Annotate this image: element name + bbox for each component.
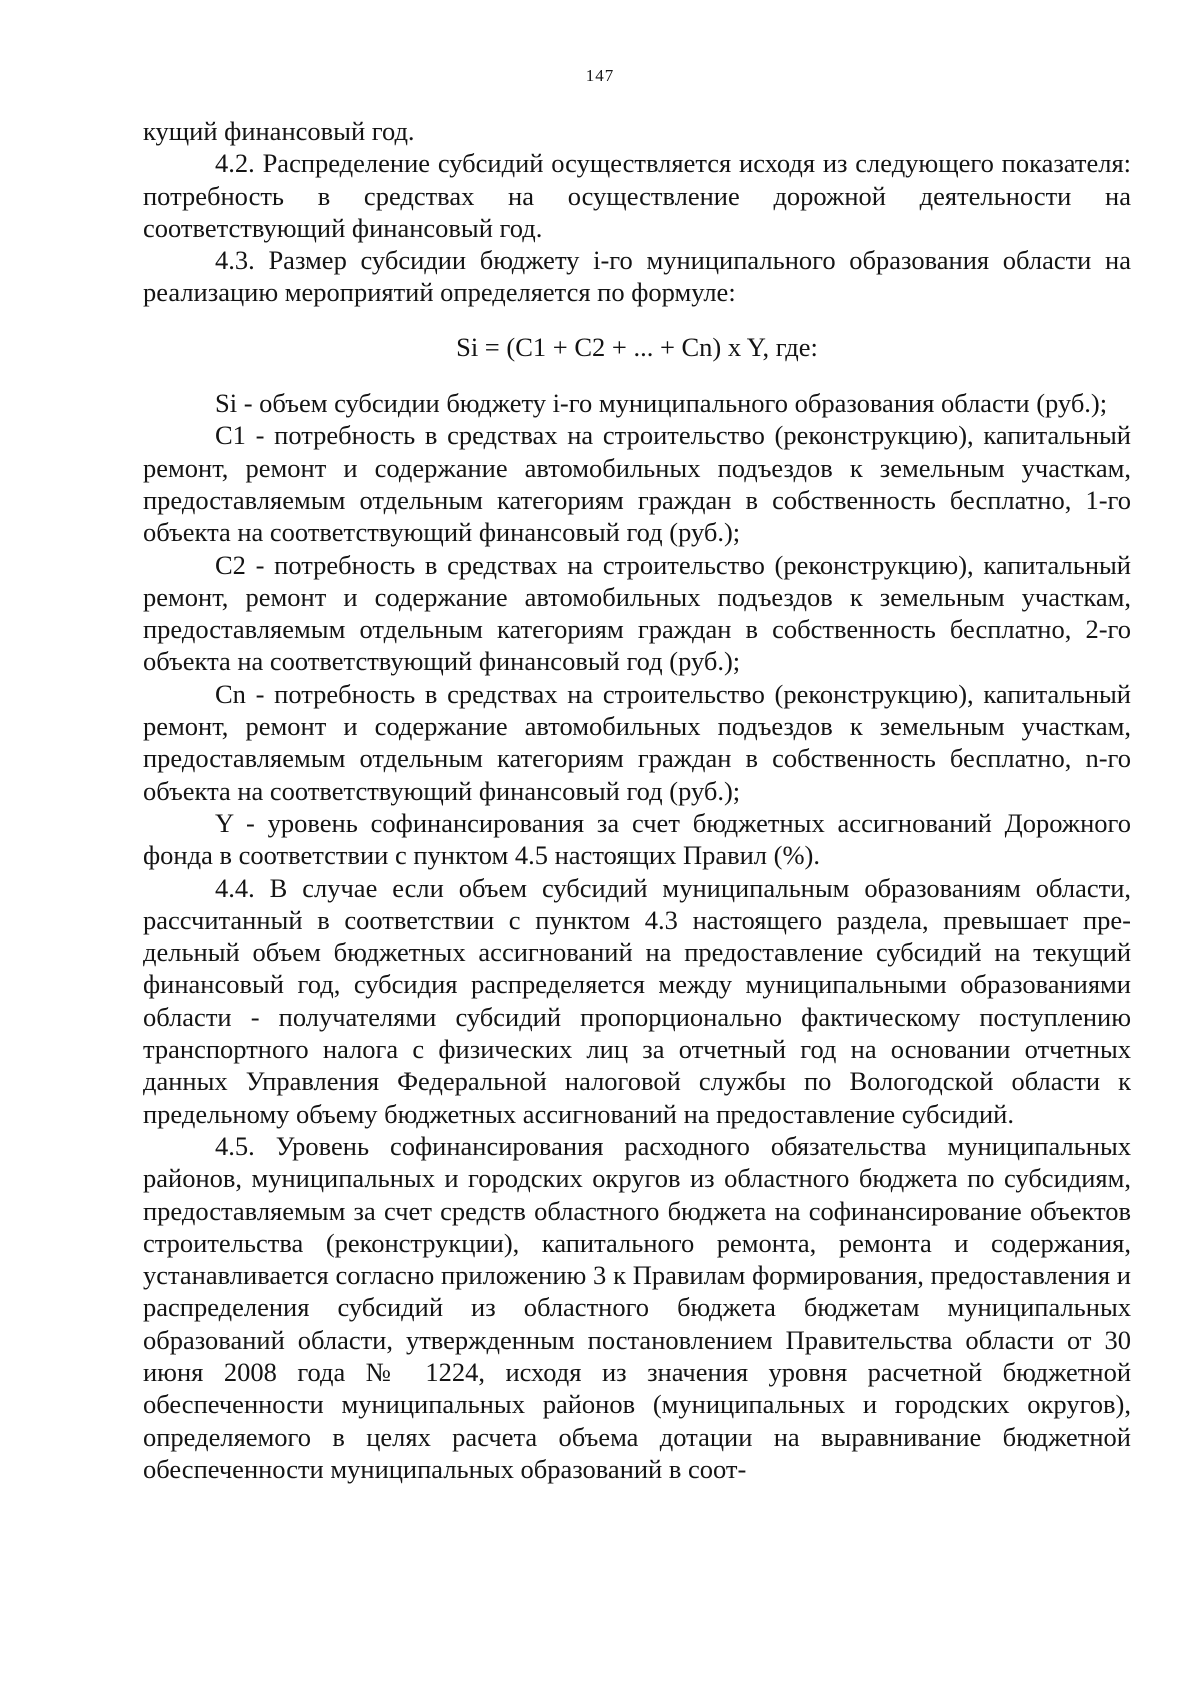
paragraph-continuation: кущий финансовый год.	[143, 116, 415, 146]
definition-si: Si - объем субсидии бюджету i-го муниципального образования области (руб.);	[215, 388, 1108, 419]
subsidy-formula: Si = (C1 + C2 + ... + Cn) x Y, где:	[456, 331, 818, 362]
paragraph-clause-4-3: 4.3. Размер субсидии бюджету i-го муниципального образования области на реализацию мероприятий определяется по формуле:	[143, 245, 1131, 308]
paragraph-clause-4-5: 4.5. Уровень софинансирования расходного обязательства муниципальных районов, муниципальных и городских округов из областного бюджета по субсидиям, предоставляемым за счет средств областного бюджета на софинансирование объектов строительства (реконструкции), капитального ремонта, ремонта и содержания, устанавливается согласно приложению 3 к Правилам формирования, предоставления и распределения субсидий из областного бюджета бюджетам муниципальных образований области, утвержденным постановлением Правительства области от 30 июня 2008 года № 1224, исходя из значения уровня расчетной бюджетной обеспеченности муниципальных районов (муниципальных и городских округов), определяемого в целях расчета объема дотации на выравнивание бюджетной обеспеченности муниципальных образований в соот-	[143, 1130, 1131, 1484]
definition-c1: C1 - потребность в средствах на строительство (реконструкцию), капитальный ремонт, ремонт и содержание автомобильных подъездов к земельным участкам, предоставляемым отдельным категориям граждан в собственность бесплатно, 1-го объекта на соответствующий финансовый год (руб.);	[143, 420, 1131, 548]
definition-cn: Cn - потребность в средствах на строительство (реконструкцию), капитальный ремонт, ремонт и содержание автомобильных подъездов к земельным участкам, предоставляемым отдельным категориям граждан в собственность бесплатно, n-го объекта на соответствующий финансовый год (руб.);	[143, 678, 1131, 806]
document-body	[143, 115, 1131, 1485]
page-number: 147	[585, 66, 615, 85]
paragraph-clause-4-4: 4.4. В случае если объем субсидий муниципальным образованиям области, рассчитанный в соответствии с пунктом 4.3 настоящего раздела, превышает предельный объем бюджетных ассигнований на предоставление субсидий на текущий финансовый год, субсидия распределяется между муниципальными образованиями области - получателями субсидий пропорционально фактическому поступлению транспортного налога с физических лиц за отчетный год на основании отчетных данных Управления Федеральной налоговой службы по Вологодской области к предельному объему бюджетных ассигнований на предоставление субсидий.	[143, 872, 1131, 1129]
definition-c2: C2 - потребность в средствах на строительство (реконструкцию), капитальный ремонт, ремонт и содержание автомобильных подъездов к земельным участкам, предоставляемым отдельным категориям граждан в собственность бесплатно, 2-го объекта на соответствующий финансовый год (руб.);	[143, 549, 1131, 677]
paragraph-clause-4-2: 4.2. Распределение субсидий осуществляется исходя из следующего показателя: потребность в средствах на осуществление дорожной деятельности на соответствующий финансовый год.	[143, 148, 1131, 243]
definition-y: Y - уровень софинансирования за счет бюджетных ассигнований Дорожного фонда в соответствии с пунктом 4.5 настоящих Правил (%).	[143, 807, 1131, 871]
